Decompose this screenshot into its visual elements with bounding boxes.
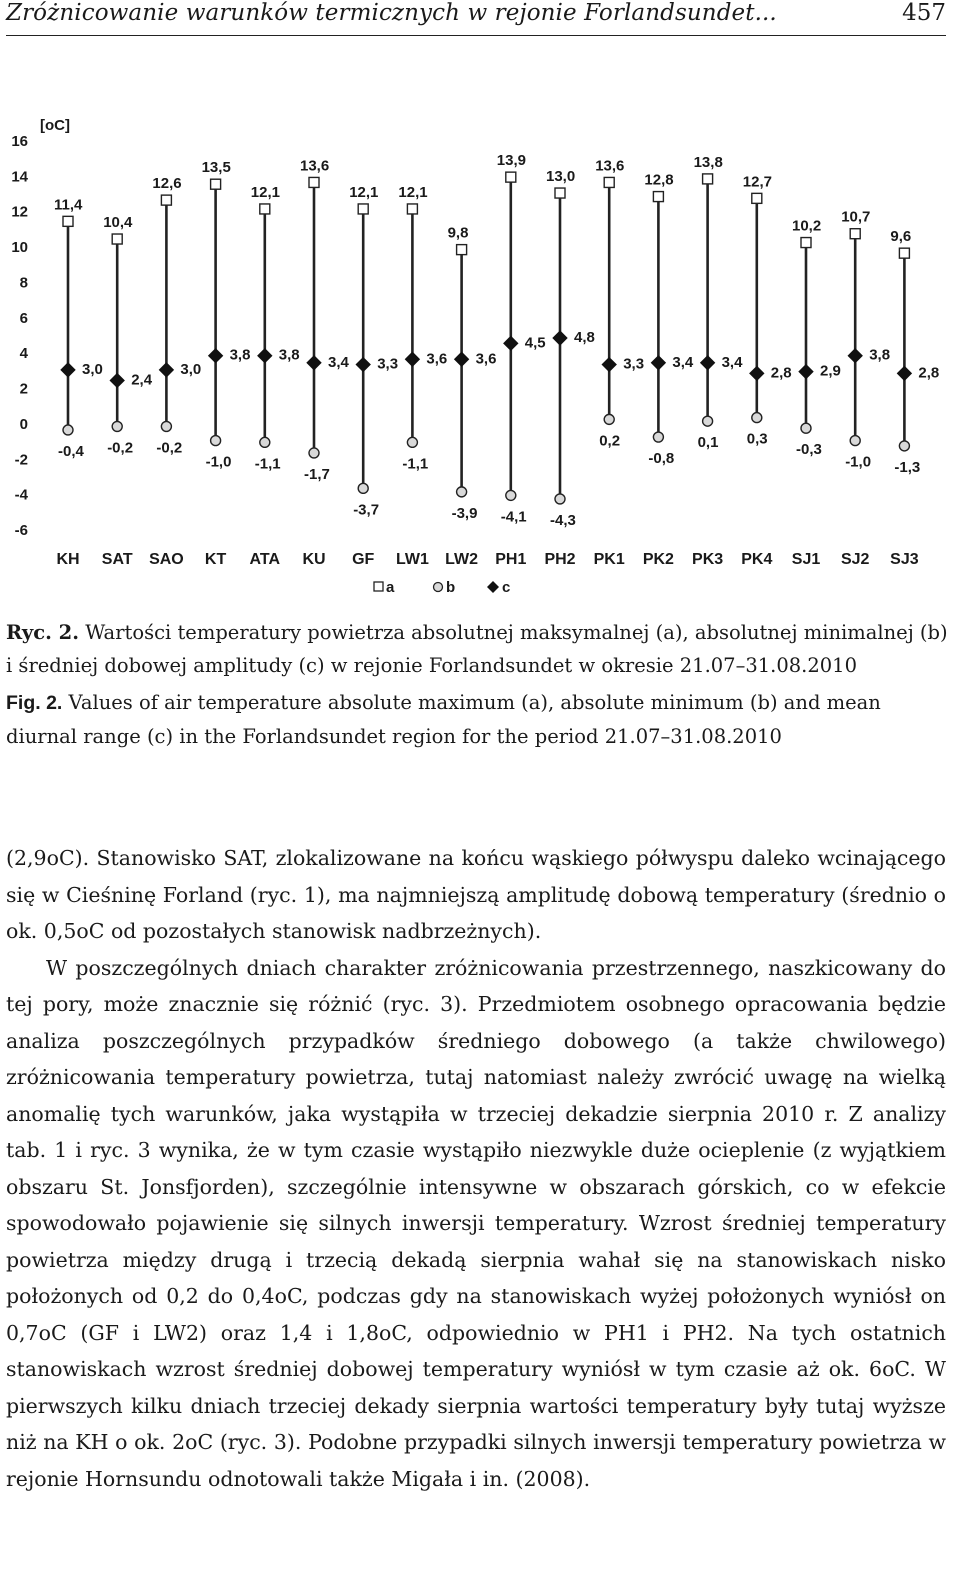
min-value-label: -1,0	[205, 453, 232, 471]
max-marker	[899, 248, 909, 258]
min-marker	[801, 423, 811, 433]
range-marker	[504, 336, 518, 350]
legend-diamond-icon	[487, 581, 499, 593]
min-marker	[899, 441, 909, 451]
running-header	[0, 0, 960, 34]
min-value-label: -1,1	[254, 455, 281, 473]
max-value-label: 12,6	[152, 175, 182, 193]
range-value-label: 3,0	[82, 360, 103, 378]
min-value-label: -0,8	[648, 450, 675, 468]
range-value-label: 3,0	[180, 360, 202, 378]
y-tick-label: -2	[14, 451, 28, 469]
max-value-label: 12,8	[644, 171, 674, 189]
max-value-label: 12,1	[398, 183, 428, 201]
min-value-label: 0,2	[599, 432, 621, 450]
max-marker	[506, 172, 516, 182]
range-value-label: 2,8	[918, 364, 940, 382]
y-tick-label: 14	[11, 168, 28, 186]
max-value-label: 13,0	[546, 168, 576, 186]
max-value-label: 13,6	[595, 157, 625, 175]
max-marker	[260, 204, 270, 214]
max-marker	[555, 188, 565, 198]
y-tick-label: -6	[14, 522, 28, 539]
max-marker	[211, 179, 221, 189]
range-value-label: 2,9	[820, 362, 841, 380]
range-marker	[61, 363, 75, 377]
temperature-chart	[0, 108, 960, 610]
min-value-label: -0,2	[107, 439, 134, 457]
x-category-label: PK1	[593, 551, 625, 568]
min-marker	[309, 448, 319, 458]
range-marker	[405, 352, 419, 366]
max-value-label: 10,2	[792, 217, 822, 235]
min-marker	[752, 413, 762, 423]
x-category-label: PH2	[544, 551, 576, 568]
x-category-label: KU	[302, 551, 326, 568]
range-marker	[258, 349, 272, 363]
max-marker	[457, 245, 467, 255]
max-marker	[801, 238, 811, 248]
max-value-label: 10,4	[103, 214, 133, 232]
x-category-label: GF	[352, 551, 375, 568]
min-value-label: -0,2	[156, 439, 183, 457]
max-marker	[653, 192, 663, 202]
range-marker	[701, 356, 715, 370]
max-marker	[752, 193, 762, 203]
body-paragraph-1: (2,9oC). Stanowisko SAT, zlokalizowane na końcu wąskiego półwyspu daleko wcinającego się w Cieśninę Forland (ryc. 1), ma najmniejszą amplitudę dobową temperatury (średnio o ok. 0,5oC od pozostałych stanowisk nadbrzeżnych).	[6, 846, 946, 943]
x-category-label: SJ3	[890, 551, 919, 568]
x-category-label: PH1	[495, 551, 527, 568]
range-value-label: 3,4	[328, 353, 349, 371]
range-marker	[307, 356, 321, 370]
min-value-label: -1,7	[304, 465, 330, 483]
max-marker	[161, 195, 171, 205]
min-marker	[260, 437, 270, 447]
x-category-label: SJ2	[840, 551, 870, 568]
y-tick-label: 4	[19, 345, 28, 363]
caption-en-text: Values of air temperature absolute maximum (a), absolute minimum (b) and mean diurnal range (c) in the Forlandsundet region for the period 21.07–31.08.2010	[6, 691, 881, 748]
range-marker	[897, 366, 911, 380]
x-category-label: LW2	[445, 551, 479, 568]
min-marker	[161, 421, 171, 431]
y-tick-label: 10	[11, 239, 28, 257]
y-tick-label: 16	[11, 133, 28, 150]
range-value-label: 3,8	[229, 346, 251, 364]
y-tick-label: 2	[19, 380, 28, 398]
max-value-label: 12,7	[742, 173, 773, 191]
min-value-label: -1,0	[845, 453, 872, 471]
legend-label: a	[386, 579, 395, 596]
range-marker	[799, 365, 813, 379]
max-marker	[850, 229, 860, 239]
header-rule	[6, 35, 946, 36]
range-value-label: 3,4	[672, 353, 694, 371]
max-value-label: 13,8	[693, 153, 723, 171]
min-value-label: 0,1	[697, 434, 719, 452]
max-value-label: 13,5	[201, 159, 231, 177]
x-category-label: KT	[204, 551, 227, 568]
max-marker	[358, 204, 368, 214]
y-tick-label: 6	[19, 309, 28, 327]
min-value-label: -4,1	[500, 508, 527, 526]
max-value-label: 9,8	[447, 224, 469, 242]
range-value-label: 4,5	[524, 334, 546, 352]
x-category-label: LW1	[395, 551, 429, 568]
x-category-label: SJ1	[791, 551, 821, 568]
caption-en-label: Fig. 2.	[6, 692, 63, 714]
max-marker	[309, 177, 319, 187]
range-value-label: 3,8	[278, 346, 300, 364]
range-marker	[209, 349, 223, 363]
y-tick-label: 12	[11, 203, 28, 221]
min-marker	[850, 436, 860, 446]
y-tick-label: -4	[14, 486, 28, 504]
range-marker	[455, 352, 469, 366]
range-marker	[553, 331, 567, 345]
x-category-label: KH	[56, 551, 80, 568]
y-tick-label: 8	[19, 274, 28, 292]
min-value-label: -0,4	[58, 442, 84, 460]
min-marker	[604, 414, 614, 424]
min-marker	[63, 425, 73, 435]
range-value-label: 3,8	[869, 346, 891, 364]
min-marker	[457, 487, 467, 497]
max-value-label: 12,1	[349, 183, 379, 201]
min-value-label: -3,9	[451, 504, 478, 522]
range-value-label: 2,8	[770, 364, 792, 382]
min-marker	[112, 421, 122, 431]
figure-caption-pl	[6, 616, 952, 682]
min-value-label: 0,3	[746, 430, 768, 448]
y-tick-label: 0	[19, 415, 28, 433]
max-marker	[604, 177, 614, 187]
min-marker	[358, 483, 368, 493]
range-value-label: 3,6	[475, 350, 497, 368]
range-marker	[159, 363, 173, 377]
range-marker	[602, 358, 616, 372]
max-value-label: 10,7	[841, 208, 871, 226]
y-axis-unit-label: [oC]	[40, 117, 70, 134]
max-value-label: 13,6	[300, 157, 330, 175]
max-value-label: 13,9	[496, 152, 527, 170]
caption-pl-label: Ryc. 2.	[6, 621, 80, 644]
range-marker	[750, 366, 764, 380]
range-value-label: 3,4	[721, 353, 743, 371]
running-title: Zróżnicowanie warunków termicznych w rejonie Forlandsundet...	[6, 0, 777, 26]
min-marker	[407, 437, 417, 447]
range-value-label: 3,3	[377, 355, 399, 373]
min-marker	[703, 416, 713, 426]
min-value-label: -0,3	[796, 441, 822, 459]
max-value-label: 9,6	[890, 228, 912, 246]
legend-label: c	[502, 579, 511, 596]
body-paragraph-2: W poszczególnych dniach charakter zróżnicowania przestrzennego, naszkicowany do tej pory, może znacznie się różnić (ryc. 3). Przedmiotem osobnego opracowania będzie analiza poszczególnych przypadków średniego dobowego (a także chwilowego) zróżnicowania temperatury powietrza, tutaj natomiast należy zwrócić uwagę na wielką anomalię tych warunków, jaka wystąpiła w trzeciej dekadzie sierpnia 2010 r. Z analizy tab. 1 i ryc. 3 wynika, że w tym czasie wystąpiło niezwykle duże ocieplenie (z wyjątkiem obszaru St. Jonsfjorden), szczególnie intensywne w obszarach górskich, co w efekcie spowodowało pojawienie się silnych inwersji temperatury. Wzrost średniej temperatury powietrza między drugą i trzecią dekadą sierpnia wahał się na stanowiskach nisko położonych od 0,2 do 0,4oC, podczas gdy na stanowiskach wyżej położonych wyniósł on 0,7oC (GF i LW2) oraz 1,4 i 1,8oC, odpowiednio w PH1 i PH2. Na tych ostatnich stanowiskach wzrost średniej dobowej temperatury wyniósł w tym czasie aż ok. 6oC. W pierwszych kilku dniach trzeciej dekady sierpnia wartości temperatury były tutaj wyższe niż na KH o ok. 2oC (ryc. 3). Podobne przypadki silnych inwersji temperatury powietrza w rejonie Hornsundu odnotowali także Migała i in. (2008).	[6, 955, 946, 1491]
legend-circle-icon	[434, 583, 443, 592]
range-value-label: 3,3	[623, 355, 645, 373]
x-category-label: SAT	[101, 551, 133, 568]
x-category-label: SAO	[149, 551, 184, 568]
max-marker	[407, 204, 417, 214]
min-marker	[211, 436, 221, 446]
legend-label: b	[446, 579, 456, 596]
range-value-label: 2,4	[131, 371, 153, 389]
min-marker	[653, 432, 663, 442]
range-marker	[356, 358, 370, 372]
range-marker	[651, 356, 665, 370]
max-value-label: 11,4	[54, 196, 83, 214]
x-category-label: ATA	[249, 551, 281, 568]
caption-pl-text: Wartości temperatury powietrza absolutnej maksymalnej (a), absolutnej minimalnej (b) i średniej dobowej amplitudy (c) w rejonie Forlandsundet w okresie 21.07–31.08.2010	[6, 621, 948, 677]
max-marker	[63, 216, 73, 226]
page-number: 457	[902, 0, 946, 26]
x-category-label: PK4	[741, 551, 773, 568]
max-marker	[112, 234, 122, 244]
legend-square-icon	[374, 582, 383, 591]
range-marker	[110, 373, 124, 387]
min-marker	[506, 490, 516, 500]
min-value-label: -1,1	[402, 455, 429, 473]
range-value-label: 4,8	[574, 329, 595, 347]
x-category-label: PK3	[692, 551, 724, 568]
x-category-label: PK2	[642, 551, 674, 568]
range-marker	[848, 349, 862, 363]
body-text	[6, 840, 946, 1497]
figure-caption-en	[6, 686, 952, 753]
min-value-label: -3,7	[353, 501, 380, 519]
min-value-label: -4,3	[550, 511, 576, 529]
max-value-label: 12,1	[250, 183, 281, 201]
max-marker	[703, 174, 713, 184]
min-value-label: -1,3	[894, 458, 921, 476]
min-marker	[555, 494, 565, 504]
range-value-label: 3,6	[426, 350, 448, 368]
